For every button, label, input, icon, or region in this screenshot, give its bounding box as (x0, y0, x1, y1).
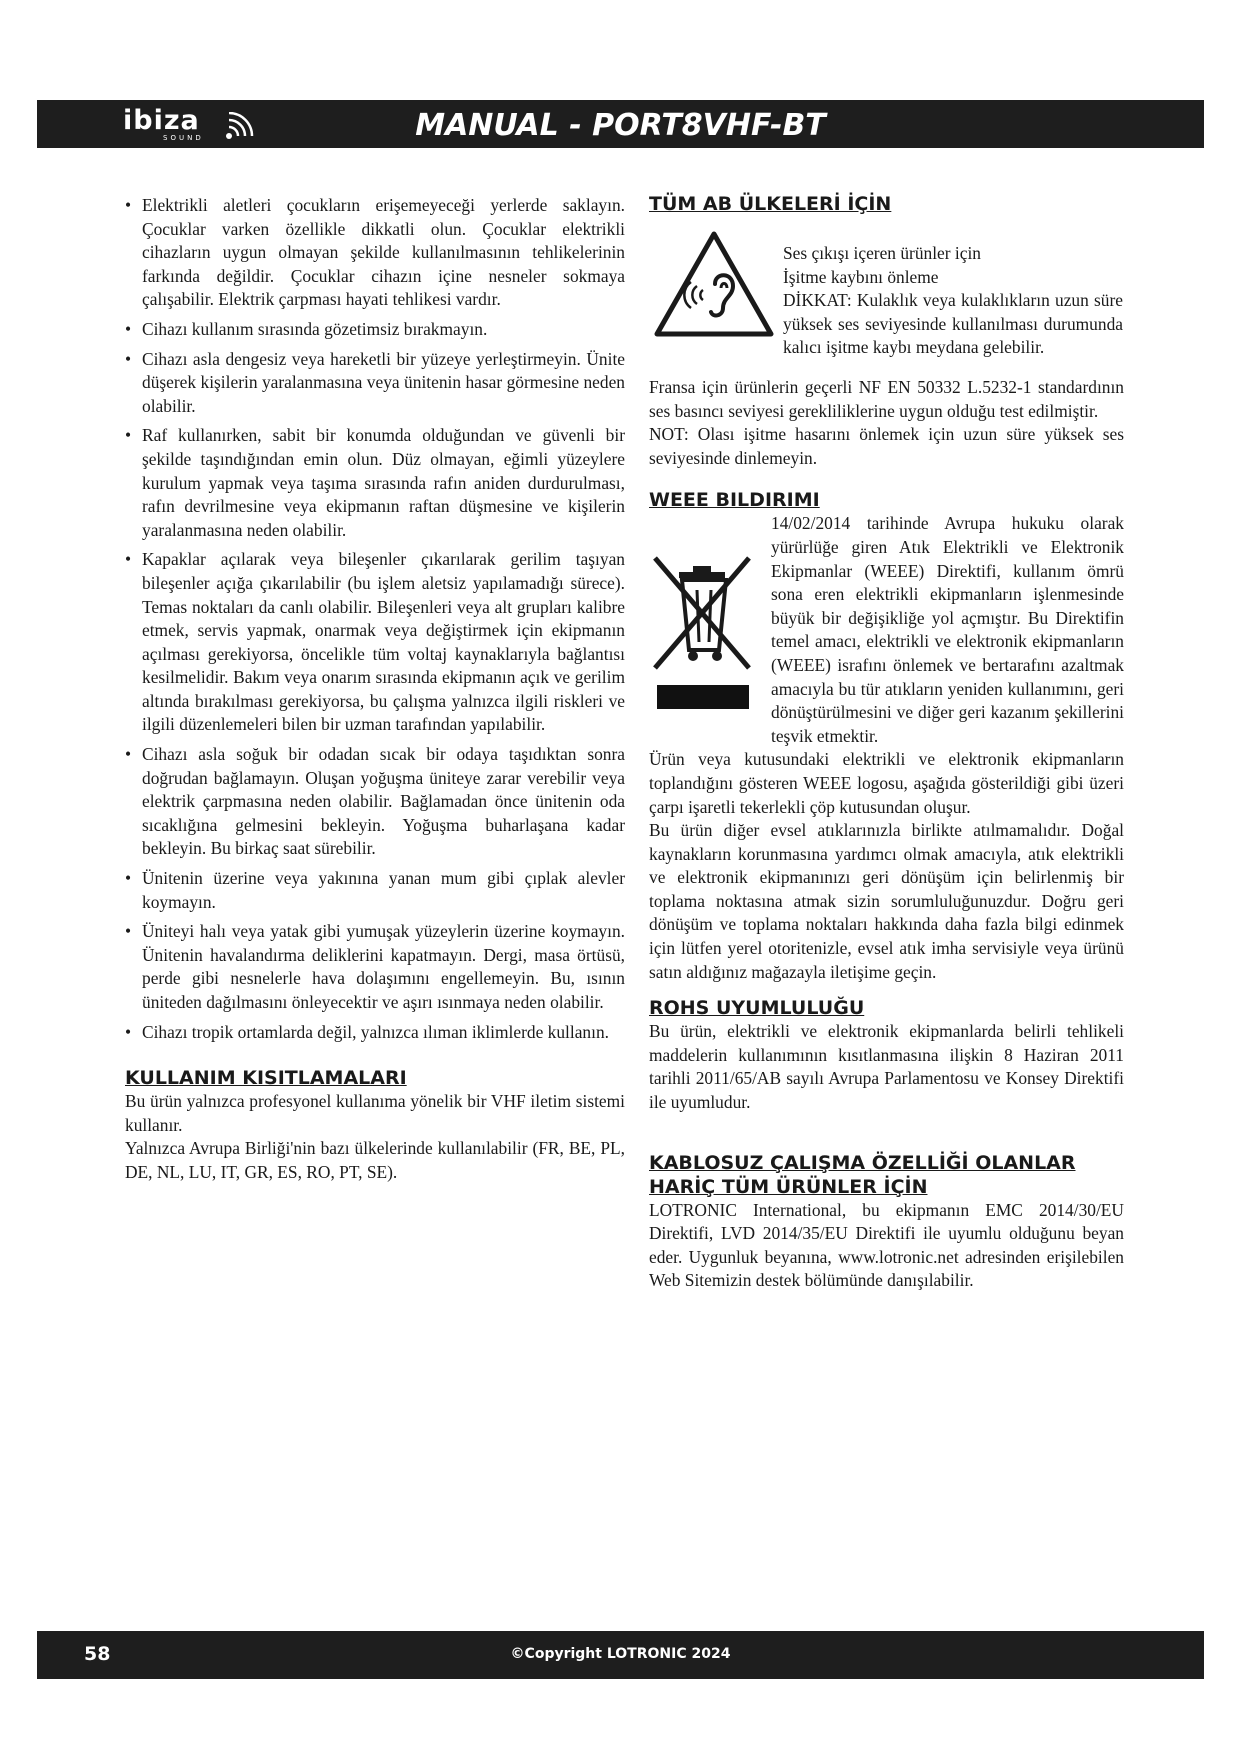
page-header (37, 100, 1204, 148)
weee-paragraph-1: 14/02/2014 tarihinde Avrupa hukuku olarak yürürlüğe giren Atık Elektrikli ve Elektronik Ekipmanlar (WEEE) Direktifi, kullanım ömrü sona eren elektrikli ekipmanların işlenmesinde büyük bir değişikliğe yol açmıştır. Bu Direktifin temel amacı, elektrikli ve elektronik ekipmanların (WEEE) israfını önlemek ve bertarafını azaltmak amacıyla bu tür atıkların yeniden kullanımını, geri dönüştürülmesini ve diğer geri kazanım şekillerini teşvik etmektir. (771, 513, 1124, 746)
left-column (125, 194, 625, 1185)
weee-section (649, 512, 1124, 748)
list-item: • Ünitenin üzerine veya yakınına yanan mum gibi çıplak alevler koymayın. (125, 868, 625, 912)
weee-heading: WEEE BILDIRIMI (649, 489, 820, 512)
weee-paragraph-2: Ürün veya kutusundaki elektrikli ve elektronik ekipmanların toplandığını gösteren WEEE logosu, aşağıda gösterildiği gibi üzeri çarpı işaretli tekerlekli çöp kutusundan oluşur. (649, 749, 1124, 817)
logo-subtext: SOUND (163, 134, 204, 142)
list-item: • Elektrikli aletleri çocukların erişemeyeceği yerlerde saklayın. Çocuklar varken özellikle dikkatli olun. Çocuklar elektrikli cihazların uygun olmayan şekilde kullanılmasının tehlikelerinin farkında değildir. Çocuklar cihazın içine nesneler sokmaya çalışabilir. Elektrik çarpması hayati tehlikesi vardır. (125, 195, 625, 310)
hearing-text (783, 242, 1123, 360)
list-item: • Kapaklar açılarak veya bileşenler çıkarılarak gerilim taşıyan bileşenler açığa çıkarılabilir (bu işlem aletsiz yapılamadığı sürece). Temas noktaları da canlı olabilir. Bileşenleri veya alt grupları kalibre etmek, servis yapmak, onarmak veya değiştirmek için ekipmanın açılması gerekiyorsa, öncelikle tüm voltaj kaynaklarıyla bağlantısı kesilmelidir. Bakım veya onarım sırasında ekipmanın açık ve gerilim altında bırakılması gerekiyorsa, bu çalışma yalnızca ilgili riskleri ve ilgili düzenlemeleri bilen bir uzman tarafından yapılabilir. (125, 549, 625, 735)
eu-heading: TÜM AB ÜLKELERİ İÇİN (649, 193, 892, 215)
page-footer (37, 1631, 1204, 1679)
hearing-line-1: Ses çıkışı içeren ürünler için (783, 243, 981, 263)
rohs-paragraph: Bu ürün, elektrikli ve elektronik ekipmanlarda belirli tehlikeli maddelerin kullanımının kısıtlanmasına ilişkin 8 Haziran 2011 tarihli 2011/65/AB sayılı Avrupa Parlamentosu ve Konsey Direktifi ile uyumludur. (649, 1021, 1124, 1113)
document-title: MANUAL - PORT8VHF-BT (415, 108, 826, 143)
hearing-warning-icon (649, 226, 779, 344)
note-paragraph: NOT: Olası işitme hasarını önlemek için uzun süre yüksek ses seviyesinde dinlemeyin. (649, 424, 1124, 468)
wireless-heading: KABLOSUZ ÇALIŞMA ÖZELLİĞİ OLANLAR HARİÇ TÜM ÜRÜNLER İÇİN (649, 1151, 1076, 1198)
france-paragraph: Fransa için ürünlerin geçerli NF EN 50332 L.5232-1 standardının ses basıncı seviyesi gerekliliklerine uygun olduğu test edilmiştir. (649, 377, 1124, 421)
crossed-bin-icon (649, 550, 755, 710)
list-item: • Cihazı tropik ortamlarda değil, yalnızca ılıman iklimlerde kullanın. (125, 1021, 609, 1042)
hearing-section (649, 216, 1124, 376)
list-item: • Cihazı kullanım sırasında gözetimsiz bırakmayın. (125, 318, 488, 339)
weee-paragraph-3: Bu ürün diğer evsel atıklarınızla birlikte atılmamalıdır. Doğal kaynakların korunmasına yardımcı olmak amacıyla, atık elektrikli ve elektronik ekipmanınızı geri dönüşüm için belirlenmiş bir toplama noktasına atmak sizin sorumluluğunuzdur. Doğru geri dönüşüm ve toplama noktaları hakkında daha fazla bilgi edinmek için lütfen yerel otoritenizle, evsel atık imha servisiyle veya ürünü satın aldığınız mağazayla iletişime geçin. (649, 820, 1124, 982)
copyright-text: ©Copyright LOTRONIC 2024 (510, 1646, 731, 1662)
list-item: • Cihazı asla soğuk bir odadan sıcak bir odaya taşıdıktan sonra doğrudan bağlamayın. Oluşan yoğuşma üniteye zarar verebilir veya elektrik çarpmasına neden olabilir. Bağlamadan önce ünitenin oda sıcaklığına gelmesini bekleyin. Yoğuşma buharlaşana kadar bekleyin. Bu birkaç saat sürebilir. (125, 744, 625, 859)
page-number: 58 (84, 1643, 111, 1665)
right-column (649, 192, 1124, 1293)
rohs-heading: ROHS UYUMLULUĞU (649, 997, 865, 1020)
hearing-warning: DİKKAT: Kulaklık veya kulaklıkların uzun süre yüksek ses seviyesinde kullanılması durumunda kalıcı işitme kaybı meydana gelebilir. (783, 290, 1123, 358)
safety-list (125, 194, 625, 1044)
hearing-line-2: İşitme kaybını önleme (783, 266, 939, 287)
list-item: • Raf kullanırken, sabit bir konumda olduğundan ve güvenli bir şekilde taşındığından emin olun. Düz olmayan, eğimli yüzeylere kurulum yapmak veya taşıma sırasında rafın aniden durdurulması, rafın devrilmesine veya ekipmanın raftan düşmesine ve kişilerin yaralanmasına neden olabilir. (125, 425, 625, 540)
list-item: • Cihazı asla dengesiz veya hareketli bir yüzeye yerleştirmeyin. Ünite düşerek kişilerin yaralanmasına veya ünitenin hasar görmesine neden olabilir. (125, 348, 625, 416)
wireless-paragraph: LOTRONIC International, bu ekipmanın EMC 2014/30/EU Direktifi, LVD 2014/35/EU Direktifi ile uyumlu olduğunu beyan eder. Uygunluk beyanına, www.lotronic.net adresinden erişilebilen Web Sitemizin destek bölümünde danışılabilir. (649, 1199, 1124, 1291)
logo-text: ibiza (123, 105, 200, 136)
list-item: • Üniteyi halı veya yatak gibi yumuşak yüzeylerin üzerine koymayın. Ünitenin havalandırma deliklerini kapatmayın. Dergi, masa örtüsü, perde gibi nesnelerle hava dolaşımını engellemeyin. Bu, ısının üniteden dağılmasını önleyecektir ve aşırı ısınmaya neden olabilir. (125, 921, 625, 1012)
restrictions-heading: KULLANIM KISITLAMALARI (125, 1067, 407, 1090)
restrictions-paragraph-2: Yalnızca Avrupa Birliği'nin bazı ülkelerinde kullanılabilir (FR, BE, PL, DE, NL, LU, IT, GR, ES, RO, PT, SE). (125, 1138, 625, 1182)
restrictions-paragraph-1: Bu ürün yalnızca profesyonel kullanıma yönelik bir VHF iletim sistemi kullanır. (125, 1091, 625, 1135)
